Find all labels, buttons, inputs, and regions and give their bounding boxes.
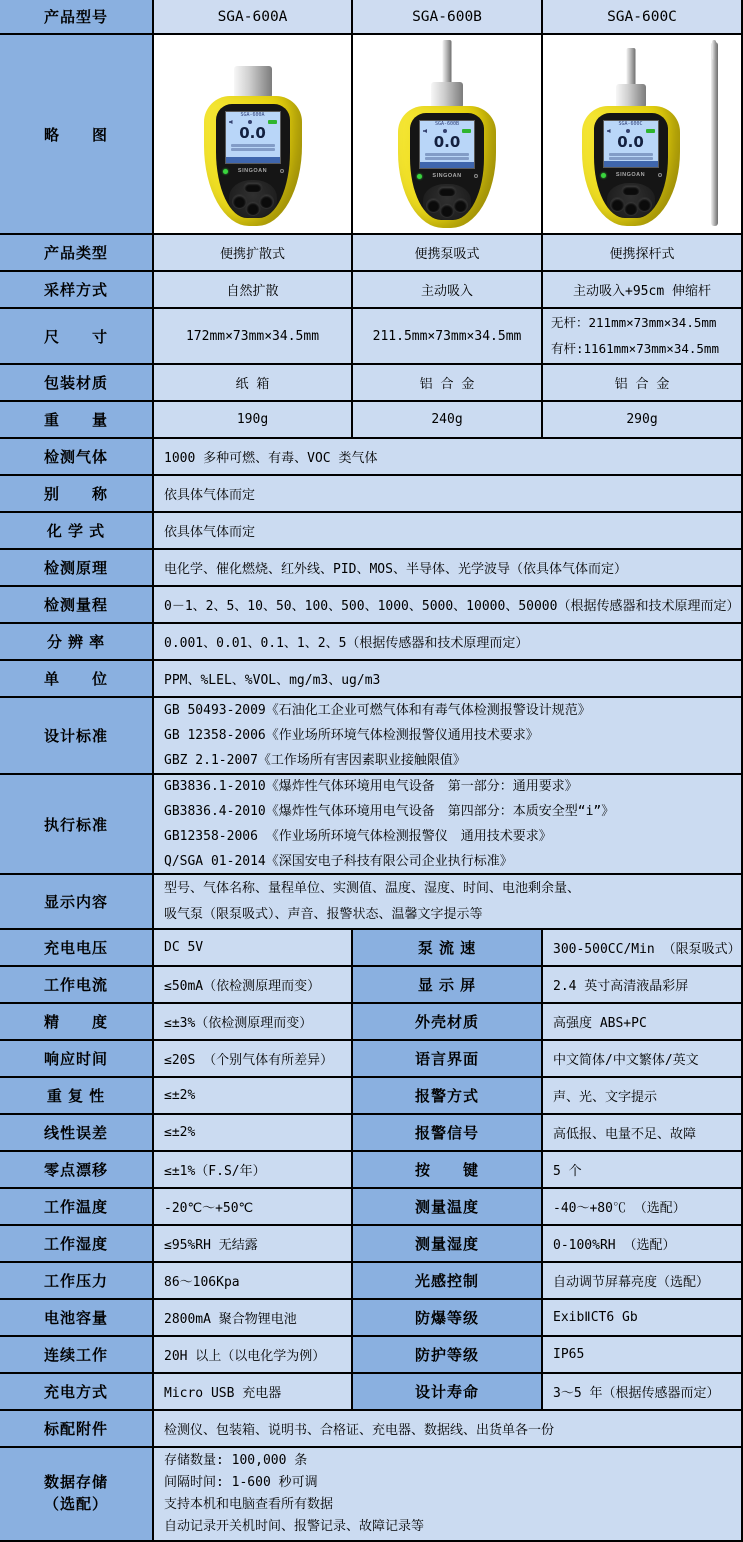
cell-value xyxy=(154,1448,743,1540)
row-label: 零点漂移 xyxy=(0,1152,154,1187)
row-execution-standards xyxy=(0,775,743,875)
row-label: 重 复 性 xyxy=(0,1078,154,1113)
screen-info-line xyxy=(231,148,275,151)
right-button xyxy=(260,195,273,208)
screen-info-line xyxy=(425,153,469,156)
speaker-icon xyxy=(229,120,233,124)
cell-value: 2.4 英寸高清液晶彩屏 xyxy=(543,967,743,1002)
row-linearity-alarm-signal xyxy=(0,1115,743,1152)
cell-value: ≤95%RH 无结露 xyxy=(154,1226,353,1261)
cell-value: 86～106Kpa xyxy=(154,1263,353,1298)
row-label: 充电电压 xyxy=(0,930,154,965)
cell-value: 290g xyxy=(543,402,743,437)
storage-line: 自动记录开关机时间、报警记录、故障记录等 xyxy=(164,1519,425,1534)
gas-detector-pump xyxy=(383,38,511,230)
row-sampling-method xyxy=(0,272,743,309)
row-label: 光感控制 xyxy=(353,1263,543,1298)
model-name-c: SGA-600C xyxy=(543,0,743,33)
cell-value xyxy=(154,875,743,928)
row-zero-drift-keys xyxy=(0,1152,743,1189)
button-cluster xyxy=(423,184,471,220)
cell-value: 0-100%RH （选配） xyxy=(543,1226,743,1261)
left-button xyxy=(233,195,246,208)
screen-info-line xyxy=(231,144,275,147)
battery-icon xyxy=(462,129,471,133)
cell-value: 自动调节屏幕亮度（选配） xyxy=(543,1263,743,1298)
brand-label: SINGOAN xyxy=(432,173,462,180)
button-cluster xyxy=(607,183,655,218)
row-working-current-display xyxy=(0,967,743,1004)
pump-probe xyxy=(626,48,635,86)
row-model xyxy=(0,0,743,35)
row-charging-method-design-life xyxy=(0,1374,743,1411)
row-label: 响应时间 xyxy=(0,1041,154,1076)
row-charge-voltage-pump-flow xyxy=(0,930,743,967)
row-repeatability-alarm-mode xyxy=(0,1078,743,1115)
power-icon xyxy=(658,173,662,177)
screen-info-line xyxy=(609,157,653,160)
sensor-cap xyxy=(431,82,463,108)
cell-value: ≤±2% xyxy=(154,1078,353,1113)
row-label: 采样方式 xyxy=(0,272,154,307)
brand-label: SINGOAN xyxy=(237,168,268,175)
device-panel xyxy=(216,104,290,218)
row-dimensions xyxy=(0,309,743,365)
cell-value xyxy=(154,698,743,773)
cell-value: PPM、%LEL、%VOL、mg/m3、ug/m3 xyxy=(154,661,743,696)
standard-line: GBZ 2.1-2007《工作场所有害因素职业接触限值》 xyxy=(164,753,466,768)
row-label: 显 示 屏 xyxy=(353,967,543,1002)
row-detection-principle xyxy=(0,550,743,587)
cell-value: 高强度 ABS+PC xyxy=(543,1004,743,1039)
cell-value xyxy=(154,775,743,873)
model-name-a: SGA-600A xyxy=(154,0,353,33)
row-label: 标配附件 xyxy=(0,1411,154,1446)
cell-value: IP65 xyxy=(543,1337,743,1372)
row-label: 略 图 xyxy=(0,35,154,233)
display-content-line: 型号、气体名称、量程单位、实测值、温度、湿度、时间、电池剩余量、 xyxy=(164,880,581,896)
row-label: 单 位 xyxy=(0,661,154,696)
screen-value: 0.0 xyxy=(239,124,266,142)
row-label: 防爆等级 xyxy=(353,1300,543,1335)
cell-value: 便携泵吸式 xyxy=(353,235,543,270)
row-continuous-work-protection xyxy=(0,1337,743,1374)
row-label: 包装材质 xyxy=(0,365,154,400)
screen-footer-bar xyxy=(604,161,658,167)
row-label: 泵 流 速 xyxy=(353,930,543,965)
cell-value: 190g xyxy=(154,402,353,437)
brand-row xyxy=(216,168,290,174)
gas-detector-probe-rod xyxy=(567,38,695,230)
button-cluster xyxy=(229,180,277,218)
display-content-line: 吸气泵（限泵吸式）、声音、报警状态、温馨文字提示等 xyxy=(164,906,483,922)
row-label: 重 量 xyxy=(0,402,154,437)
device-screen xyxy=(419,120,475,169)
cell-value: 211.5mm×73mm×34.5mm xyxy=(353,309,543,363)
row-chemical-formula xyxy=(0,513,743,550)
row-label: 精 度 xyxy=(0,1004,154,1039)
dimension-line: 有杆:1161mm×73mm×34.5mm xyxy=(551,341,719,356)
row-label: 显示内容 xyxy=(0,875,154,928)
cell-value: 高低报、电量不足、故障 xyxy=(543,1115,743,1150)
brand-label: SINGOAN xyxy=(615,172,646,179)
menu-button xyxy=(439,187,456,196)
cell-value: Micro USB 充电器 xyxy=(154,1374,353,1409)
row-label: 语言界面 xyxy=(353,1041,543,1076)
screen-model-text: SGA-600B xyxy=(434,121,460,127)
row-label: 报警信号 xyxy=(353,1115,543,1150)
cell-value: ≤±2% xyxy=(154,1115,353,1150)
telescopic-rod xyxy=(711,42,718,226)
cell-value: 纸 箱 xyxy=(154,365,353,400)
row-unit xyxy=(0,661,743,698)
cell-value: 便携扩散式 xyxy=(154,235,353,270)
row-label: 电池容量 xyxy=(0,1300,154,1335)
row-label: 设计标准 xyxy=(0,698,154,773)
row-label: 充电方式 xyxy=(0,1374,154,1409)
battery-icon xyxy=(268,120,277,124)
row-weight xyxy=(0,402,743,439)
cell-value: 铝 合 金 xyxy=(353,365,543,400)
row-label: 工作湿度 xyxy=(0,1226,154,1261)
row-label: 执行标准 xyxy=(0,775,154,873)
pump-probe xyxy=(443,40,452,84)
brand-row xyxy=(594,172,668,178)
led-indicator xyxy=(417,174,422,179)
row-label: 外壳材质 xyxy=(353,1004,543,1039)
product-image-sga-600a xyxy=(189,36,317,232)
row-battery-explosion-proof xyxy=(0,1300,743,1337)
screen-model-text: SGA-600A xyxy=(240,112,265,118)
row-label-line: 数据存储 xyxy=(43,1474,108,1491)
sensor-cap xyxy=(616,84,646,108)
screen-footer-bar xyxy=(420,162,474,168)
model-name-b: SGA-600B xyxy=(353,0,543,33)
battery-icon xyxy=(646,129,655,133)
sketch-cell-sga-600c xyxy=(543,35,743,233)
row-working-humidity-measure-humidity xyxy=(0,1226,743,1263)
power-icon xyxy=(280,169,284,173)
cell-value: -20℃～+50℃ xyxy=(154,1189,353,1224)
cell-value: 172mm×73mm×34.5mm xyxy=(154,309,353,363)
row-working-pressure-light-control xyxy=(0,1263,743,1300)
cell-value: 5 个 xyxy=(543,1152,743,1187)
row-sketch xyxy=(0,35,743,235)
cell-value: 1000 多种可燃、有毒、VOC 类气体 xyxy=(154,439,743,474)
row-display-content xyxy=(0,875,743,930)
cell-value: 0.001、0.01、0.1、1、2、5（根据传感器和技术原理而定） xyxy=(154,624,743,659)
row-response-time-language xyxy=(0,1041,743,1078)
cell-value: 中文简体/中文繁体/英文 xyxy=(543,1041,743,1076)
right-button xyxy=(638,198,651,211)
cell-value: DC 5V xyxy=(154,930,353,965)
row-label: 检测原理 xyxy=(0,550,154,585)
storage-line: 间隔时间: 1-600 秒可调 xyxy=(164,1475,318,1490)
menu-button xyxy=(244,183,261,192)
cell-value: 依具体气体而定 xyxy=(154,476,743,511)
row-detection-range xyxy=(0,587,743,624)
row-label: 报警方式 xyxy=(353,1078,543,1113)
standard-line: GB3836.4-2010《爆炸性气体环境用电气设备 第四部分：本质安全型“i”》 xyxy=(164,804,615,819)
cell-value: 300-500CC/Min （限泵吸式） xyxy=(543,930,743,965)
cell-value: 主动吸入 xyxy=(353,272,543,307)
cell-value: ExibⅡCT6 Gb xyxy=(543,1300,743,1335)
row-label: 测量温度 xyxy=(353,1189,543,1224)
row-label xyxy=(0,1448,154,1540)
cell-value xyxy=(543,309,743,363)
cell-value: 便携探杆式 xyxy=(543,235,743,270)
row-label: 设计寿命 xyxy=(353,1374,543,1409)
cell-value: 主动吸入+95cm 伸缩杆 xyxy=(543,272,743,307)
right-button xyxy=(454,199,467,212)
row-label: 线性误差 xyxy=(0,1115,154,1150)
cell-value: 240g xyxy=(353,402,543,437)
power-icon xyxy=(474,174,478,178)
cell-value: 20H 以上（以电化学为例） xyxy=(154,1337,353,1372)
menu-button xyxy=(622,186,639,195)
device-panel xyxy=(410,113,484,220)
row-label: 工作温度 xyxy=(0,1189,154,1224)
cell-value: 2800mA 聚合物锂电池 xyxy=(154,1300,353,1335)
row-design-standards xyxy=(0,698,743,775)
row-packaging xyxy=(0,365,743,402)
cell-value: 0－1、2、5、10、50、100、500、1000、5000、10000、50000（根据传感器和技术原理而定） xyxy=(154,587,743,622)
led-indicator xyxy=(601,173,606,178)
row-label: 尺 寸 xyxy=(0,309,154,363)
brand-row xyxy=(410,173,484,179)
row-label: 防护等级 xyxy=(353,1337,543,1372)
standard-line: GB 50493-2009《石油化工企业可燃气体和有毒气体检测报警设计规范》 xyxy=(164,703,591,718)
row-label: 检测气体 xyxy=(0,439,154,474)
cell-value: 声、光、文字提示 xyxy=(543,1078,743,1113)
screen-info-line xyxy=(609,153,653,156)
device-screen xyxy=(225,111,281,164)
row-label: 化 学 式 xyxy=(0,513,154,548)
cell-value: -40～+80℃ （选配） xyxy=(543,1189,743,1224)
dimension-line: 无杆：211mm×73mm×34.5mm xyxy=(551,315,717,330)
left-button xyxy=(427,199,440,212)
standard-line: GB3836.1-2010《爆炸性气体环境用电气设备 第一部分：通用要求》 xyxy=(164,779,578,794)
standard-line: GB 12358-2006《作业场所环境气体检测报警仪通用技术要求》 xyxy=(164,728,539,743)
row-working-temp-measure-temp xyxy=(0,1189,743,1226)
storage-line: 支持本机和电脑查看所有数据 xyxy=(164,1497,334,1512)
gas-detector-diffusion xyxy=(189,38,317,230)
row-label: 产品型号 xyxy=(0,0,154,33)
row-standard-accessories xyxy=(0,1411,743,1448)
sketch-cell-sga-600a xyxy=(154,35,353,233)
standard-line: GB12358-2006 《作业场所环境气体检测报警仪 通用技术要求》 xyxy=(164,829,552,844)
cell-value: ≤±3%（依检测原理而变） xyxy=(154,1004,353,1039)
storage-line: 存储数量: 100,000 条 xyxy=(164,1453,308,1468)
enter-button xyxy=(246,202,259,215)
product-image-sga-600b xyxy=(383,36,511,232)
row-label: 分 辨 率 xyxy=(0,624,154,659)
screen-info-line xyxy=(425,157,469,160)
sketch-cell-sga-600b xyxy=(353,35,543,233)
row-detected-gases xyxy=(0,439,743,476)
row-label-line: （选配） xyxy=(43,1496,108,1513)
screen-model-text: SGA-600C xyxy=(618,121,643,127)
cell-value: 3～5 年（根据传感器而定） xyxy=(543,1374,743,1409)
row-label: 工作压力 xyxy=(0,1263,154,1298)
cell-value: 检测仪、包装箱、说明书、合格证、充电器、数据线、出货单各一份 xyxy=(154,1411,743,1446)
cell-value: ≤20S （个别气体有所差异） xyxy=(154,1041,353,1076)
device-screen xyxy=(603,120,659,168)
led-indicator xyxy=(223,169,228,174)
row-accuracy-shell-material xyxy=(0,1004,743,1041)
cell-value: 铝 合 金 xyxy=(543,365,743,400)
row-label: 测量湿度 xyxy=(353,1226,543,1261)
enter-button xyxy=(624,202,637,215)
row-label: 连续工作 xyxy=(0,1337,154,1372)
standard-line: Q/SGA 01-2014《深国安电子科技有限公司企业执行标准》 xyxy=(164,854,513,869)
cell-value: 自然扩散 xyxy=(154,272,353,307)
speaker-icon xyxy=(423,129,427,133)
row-resolution xyxy=(0,624,743,661)
product-image-sga-600c xyxy=(567,36,718,232)
screen-value: 0.0 xyxy=(433,133,461,151)
enter-button xyxy=(441,204,454,217)
screen-value: 0.0 xyxy=(617,133,644,151)
row-data-storage xyxy=(0,1448,743,1542)
left-button xyxy=(611,198,624,211)
row-label: 工作电流 xyxy=(0,967,154,1002)
row-label: 别 称 xyxy=(0,476,154,511)
speaker-icon xyxy=(607,129,611,133)
cell-value: ≤±1%（F.S/年） xyxy=(154,1152,353,1187)
cell-value: 电化学、催化燃烧、红外线、PID、MOS、半导体、光学波导（依具体气体而定） xyxy=(154,550,743,585)
row-label: 按 键 xyxy=(353,1152,543,1187)
row-product-type xyxy=(0,235,743,272)
row-label: 检测量程 xyxy=(0,587,154,622)
device-panel xyxy=(594,113,668,218)
cell-value: ≤50mA（依检测原理而变） xyxy=(154,967,353,1002)
row-alias xyxy=(0,476,743,513)
cell-value: 依具体气体而定 xyxy=(154,513,743,548)
row-label: 产品类型 xyxy=(0,235,154,270)
sensor-cap xyxy=(234,66,272,98)
screen-footer-bar xyxy=(226,157,280,163)
